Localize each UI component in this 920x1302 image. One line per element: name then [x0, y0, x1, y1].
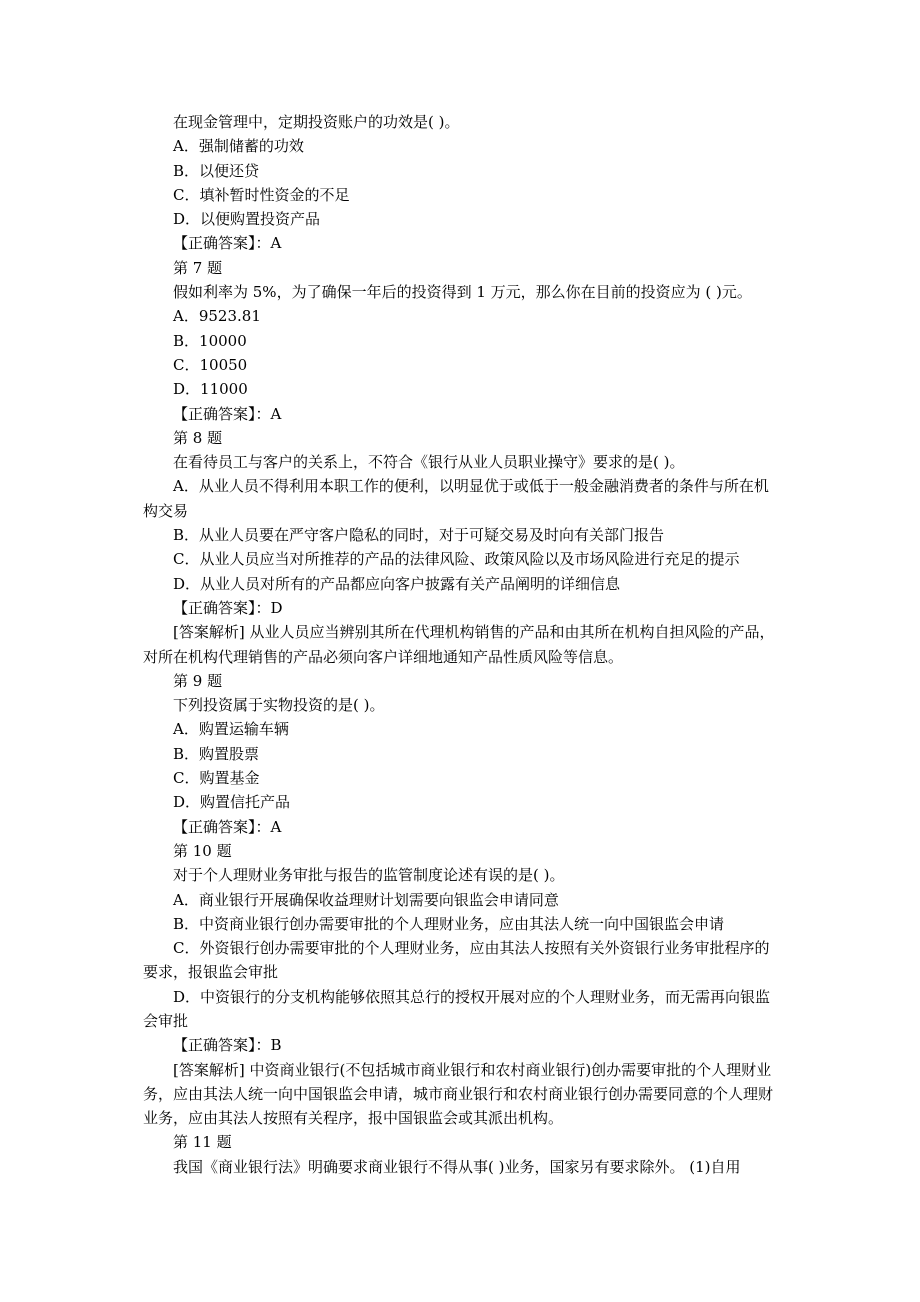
question-number: 第 7 题 [173, 258, 223, 277]
correct-answer: 【正确答案】：D [173, 598, 283, 617]
option-c: C．从业人员应当对所推荐的产品的法律风险、政策风险以及市场风险进行充足的提示 [173, 550, 740, 569]
option-a: A．商业银行开展确保收益理财计划需要向银监会申请同意 [173, 890, 559, 909]
correct-answer: 【正确答案】：A [173, 817, 282, 836]
option-b: B．中资商业银行创办需要审批的个人理财业务，应由其法人统一向中国银监会申请 [173, 914, 725, 933]
option-a: A．强制储蓄的功效 [173, 137, 304, 156]
option-d: D．11000 [173, 380, 248, 399]
question-stem: 我国《商业银行法》明确要求商业银行不得从事( )业务，国家另有要求除外。 (1)自用 [173, 1157, 741, 1176]
option-b: B．购置股票 [173, 744, 260, 763]
document-body [143, 110, 783, 1179]
question-number: 第 9 题 [173, 671, 223, 690]
question-stem: 对于个人理财业务审批与报告的监管制度论述有误的是( )。 [173, 866, 565, 885]
option-d: D．以便购置投资产品 [173, 210, 321, 229]
option-c: C．填补暂时性资金的不足 [173, 185, 350, 204]
correct-answer: 【正确答案】：A [173, 404, 282, 423]
option-a: A．购置运输车辆 [173, 720, 289, 739]
correct-answer: 【正确答案】：A [173, 234, 282, 253]
option-d: D．从业人员对所有的产品都应向客户披露有关产品阐明的详细信息 [173, 574, 621, 593]
option-b: B．从业人员要在严守客户隐私的同时，对于可疑交易及时向有关部门报告 [173, 526, 665, 545]
option-c: C．外资银行创办需要审批的个人理财业务，应由其法人按照有关外资银行业务审批程序的要求，报银监会审批 [143, 939, 770, 982]
option-d: D．中资银行的分支机构能够依照其总行的授权开展对应的个人理财业务，而无需再向银监会审批 [143, 987, 771, 1030]
question-number: 第 8 题 [173, 428, 223, 447]
question-stem: 在看待员工与客户的关系上，不符合《银行从业人员职业操守》要求的是( )。 [173, 453, 685, 472]
answer-explanation: [答案解析] 中资商业银行(不包括城市商业银行和农村商业银行)创办需要审批的个人理财业务，应由其法人统一向中国银监会申请，城市商业银行和农村商业银行创办需要同意的个人理财业务，应由其法人按照有关程序，报中国银监会或其派出机构。 [143, 1060, 774, 1128]
question-stem: 下列投资属于实物投资的是( )。 [173, 696, 385, 715]
correct-answer: 【正确答案】：B [173, 1036, 282, 1055]
question-stem: 假如利率为 5%，为了确保一年后的投资得到 1 万元，那么你在目前的投资应为 ( )元。 [173, 283, 752, 302]
option-a: A．从业人员不得利用本职工作的便利，以明显优于或低于一般金融消费者的条件与所在机构交易 [143, 477, 769, 520]
option-d: D．购置信托产品 [173, 793, 291, 812]
option-c: C．购置基金 [173, 769, 260, 788]
question-number: 第 10 题 [173, 841, 232, 860]
option-c: C．10050 [173, 355, 248, 374]
answer-explanation: [答案解析] 从业人员应当辨别其所在代理机构销售的产品和由其所在机构自担风险的产品，对所在机构代理销售的产品必须向客户详细地通知产品性质风险等信息。 [143, 623, 775, 666]
option-a: A．9523.81 [173, 307, 261, 326]
question-stem: 在现金管理中，定期投资账户的功效是( )。 [173, 113, 460, 131]
question-number: 第 11 题 [173, 1133, 232, 1152]
option-b: B．10000 [173, 331, 247, 350]
option-b: B．以便还贷 [173, 161, 260, 180]
